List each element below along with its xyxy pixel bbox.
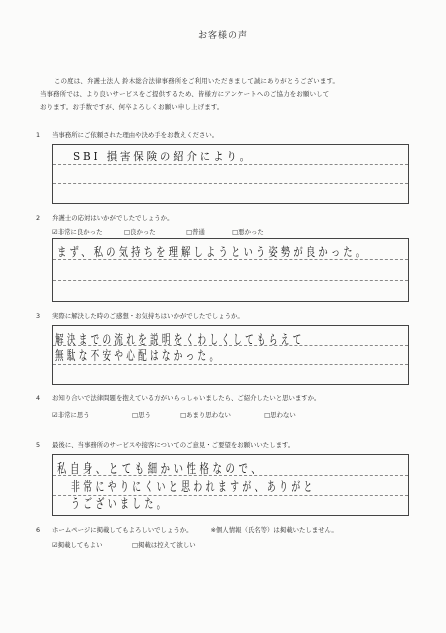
question-text: 弁護士の応対はいかがでしたでしょうか。 (52, 214, 174, 222)
question-2 (36, 213, 173, 222)
option-publish-ok[interactable]: ☑掲載してもよい (52, 541, 103, 549)
intro-line: 当事務所では、より良いサービスをご提供するため、皆様方にアンケートへのご協力をお願いして (40, 90, 330, 98)
answer-box-3 (52, 325, 409, 385)
question-number: 5 (36, 441, 41, 449)
question-number: 4 (36, 394, 41, 402)
handwritten-answer: うございました。 (71, 497, 169, 512)
handwritten-answer: まず、私の気持ちを理解しようという姿勢が良かった。 (57, 245, 369, 259)
option-agree[interactable]: □思う (132, 411, 151, 419)
question-text: 実際に解決した時のご感想・お気持ちはいかがでしたでしょうか。 (52, 312, 244, 320)
question-number: 1 (36, 131, 41, 139)
page-title: お客様の声 (197, 31, 248, 41)
handwritten-answer: 私自身、とても細かい性格なので、 (57, 462, 265, 477)
question-number: 6 (36, 526, 41, 534)
question-text: ホームページに掲載してもよろしいでしょうか。 (52, 526, 193, 534)
option-strongly-agree[interactable]: ☑非常に思う (52, 411, 90, 419)
handwritten-answer: 無駄な不安や心配はなかった。 (55, 349, 222, 364)
question-1 (36, 130, 218, 139)
question-text: お知り合いで法律問題を抱えている方がいらっしゃいましたら、ご紹介したいと思いますか。 (52, 394, 321, 402)
intro-line: おります。お手数ですが、何卒よろしくお願い申し上げます。 (40, 103, 224, 111)
privacy-note: ※個人情報（氏名等）は掲載いたしません。 (210, 526, 338, 534)
question-4 (36, 393, 320, 402)
answer-box-2 (52, 238, 409, 302)
question-number: 3 (36, 312, 41, 320)
options-6 (52, 540, 196, 549)
question-text: 当事務所にご依頼された理由や決め手をお教えください。 (52, 131, 219, 139)
question-5 (36, 440, 294, 449)
question-6 (36, 525, 338, 534)
option-publish-no[interactable]: □掲載は控えて欲しい (132, 541, 196, 549)
option-not-much[interactable]: □あまり思わない (180, 411, 231, 419)
options-2 (52, 227, 264, 236)
intro-text (40, 75, 420, 114)
option-good[interactable]: □良かった (124, 228, 156, 236)
handwritten-answer: SBI 損害保険の紹介により。 (73, 150, 253, 163)
question-text: 最後に、当事務所のサービスや接客についてのご意見・ご要望をお願いいたします。 (52, 441, 295, 449)
option-bad[interactable]: □悪かった (232, 228, 264, 236)
answer-box-5 (52, 454, 409, 516)
handwritten-answer: 非常にやりにくいと思われますが、ありがと (71, 480, 316, 495)
question-number: 2 (36, 214, 41, 222)
handwritten-answer: 解決までの流れを説明をくわしくしてもらえて (55, 333, 305, 348)
intro-line: この度は、弁護士法人 鈴木総合法律事務所をご利用いただきまして誠にありがとうございます。 (54, 77, 340, 85)
answer-box-1 (52, 144, 409, 204)
option-normal[interactable]: □普通 (186, 228, 205, 236)
option-disagree[interactable]: □思わない (264, 411, 296, 419)
option-very-good[interactable]: ☑非常に良かった (52, 228, 103, 236)
question-3 (36, 311, 244, 320)
options-4 (52, 410, 296, 419)
